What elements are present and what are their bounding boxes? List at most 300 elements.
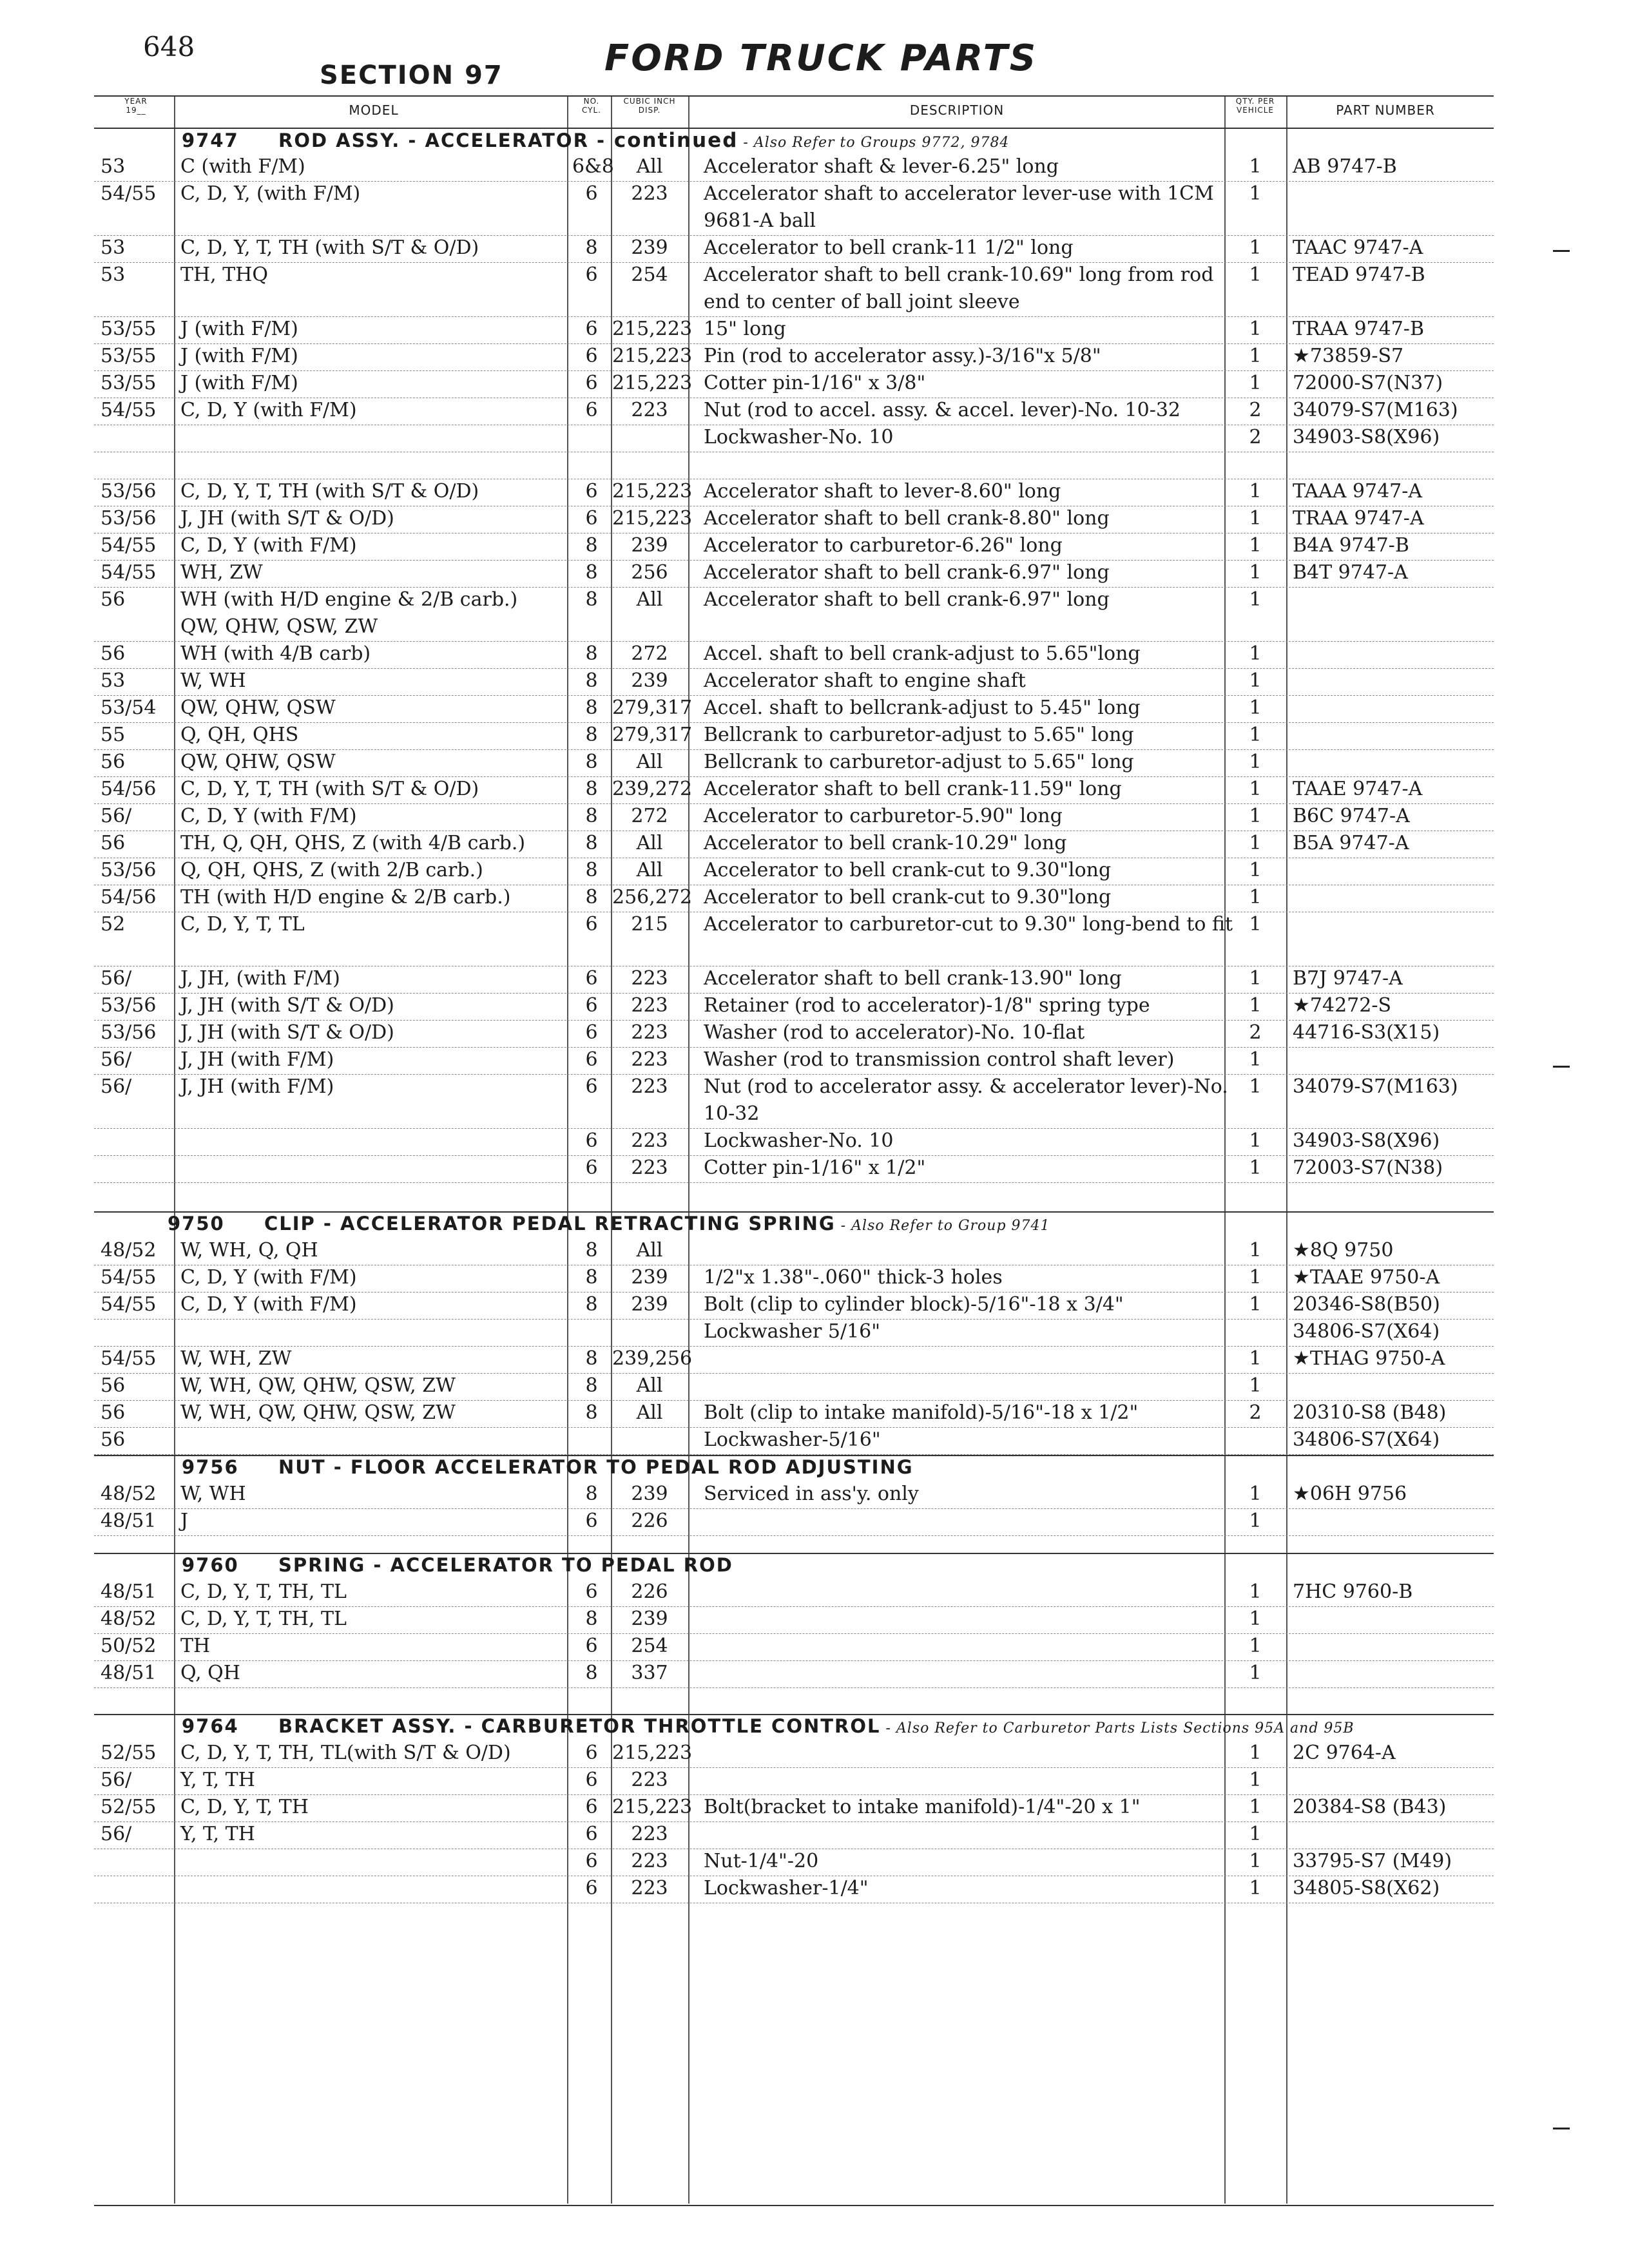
cell-cyl: 6 (585, 318, 598, 340)
group-number: 9764 (182, 1715, 239, 1737)
cell-qty: 2 (1249, 1021, 1262, 1044)
cell-cyl: 8 (585, 859, 598, 881)
table-row (0, 532, 1629, 559)
table-row (0, 722, 1629, 749)
cell-part: ★73859-S7 (1293, 345, 1404, 367)
cell-part: TEAD 9747-B (1293, 264, 1425, 286)
cell-cyl: 8 (585, 642, 598, 665)
cell-disp: 223 (631, 1021, 668, 1044)
cell-cyl: 6&8 (572, 155, 614, 178)
group-rule (94, 1714, 1494, 1715)
table-row (0, 1046, 1629, 1073)
cell-cyl: 8 (585, 534, 598, 557)
cell-desc: Bolt (clip to cylinder block)-5/16"-18 x 3/4" (704, 1293, 1124, 1316)
cell-cyl: 8 (585, 1266, 598, 1289)
cell-year: 56/ (101, 1048, 132, 1071)
cell-part: 2C 9764-A (1293, 1742, 1396, 1764)
cell-qty: 1 (1249, 182, 1262, 205)
cell-cyl: 6 (585, 1635, 598, 1657)
table-row (0, 1237, 1629, 1264)
table-row (0, 1318, 1629, 1345)
cell-disp: 215,223 (612, 1742, 693, 1764)
table-row (0, 1128, 1629, 1155)
group-number: 9756 (182, 1456, 239, 1478)
cell-cyl: 8 (585, 1239, 598, 1262)
cell-part: ★06H 9756 (1293, 1483, 1407, 1505)
cell-desc: Accelerator shaft to accelerator lever-use with 1CM 9681-A ball (704, 182, 1214, 232)
cell-model: J, JH (with S/T & O/D) (180, 1021, 394, 1044)
cell-part: 20310-S8 (B48) (1293, 1401, 1447, 1424)
cell-cyl: 6 (585, 994, 598, 1017)
cell-cyl: 8 (585, 886, 598, 908)
cell-desc: Accelerator shaft to bell crank-13.90" long (704, 967, 1122, 990)
cell-model: W, WH, QW, QHW, QSW, ZW (180, 1401, 456, 1424)
table-row (0, 1821, 1629, 1848)
cell-model: TH (with H/D engine & 2/B carb.) (180, 886, 511, 908)
cell-qty: 1 (1249, 1157, 1262, 1179)
cell-qty: 1 (1249, 1347, 1262, 1370)
cell-year: 53/54 (101, 697, 157, 719)
group-rule (94, 1455, 1494, 1456)
cell-disp: All (636, 155, 663, 178)
table-row (0, 1073, 1629, 1128)
cell-desc: Accelerator shaft & lever-6.25" long (704, 155, 1059, 178)
cell-part: B6C 9747-A (1293, 805, 1410, 827)
cell-cyl: 6 (585, 1021, 598, 1044)
cell-desc: 15" long (704, 318, 786, 340)
cell-qty: 1 (1249, 751, 1262, 773)
table-row (0, 1633, 1629, 1660)
cell-part: AB 9747-B (1293, 155, 1397, 178)
table-row (0, 235, 1629, 262)
cell-cyl: 6 (585, 1823, 598, 1845)
margin-mark (1553, 250, 1570, 252)
cell-year: 50/52 (101, 1635, 157, 1657)
cell-cyl: 8 (585, 805, 598, 827)
cell-disp: 215,223 (612, 507, 693, 530)
cell-model: J, JH (with S/T & O/D) (180, 507, 394, 530)
cell-cyl: 6 (585, 507, 598, 530)
cell-desc: Washer (rod to transmission control shaft lever) (704, 1048, 1175, 1071)
cell-disp: All (636, 1239, 663, 1262)
table-row (0, 695, 1629, 722)
cell-part: 72000-S7(N37) (1293, 372, 1443, 394)
cell-model: QW, QHW, QSW (180, 697, 336, 719)
cell-qty: 1 (1249, 1239, 1262, 1262)
cell-cyl: 6 (585, 182, 598, 205)
cell-desc: Lockwasher-No. 10 (704, 1129, 894, 1152)
cell-qty: 1 (1249, 1510, 1262, 1532)
cell-year: 54/56 (101, 778, 157, 800)
group-reference-note: - Also Refer to Carburetor Parts Lists Sections 95A and 95B (880, 1720, 1354, 1736)
cell-year: 53 (101, 264, 126, 286)
table-row (0, 640, 1629, 668)
cell-model: C, D, Y, T, TL (180, 913, 305, 936)
cell-qty: 1 (1249, 1742, 1262, 1764)
cell-year: 53/56 (101, 507, 157, 530)
cell-model: QW, QHW, QSW (180, 751, 336, 773)
cell-model: W, WH (180, 1483, 246, 1505)
table-row (0, 586, 1629, 640)
table-row (0, 992, 1629, 1019)
cell-year: 54/56 (101, 886, 157, 908)
cell-disp: 215,223 (612, 318, 693, 340)
cell-disp: 226 (631, 1510, 668, 1532)
cell-disp: All (636, 832, 663, 854)
cell-qty: 1 (1249, 1662, 1262, 1684)
cell-desc: Accelerator shaft to bell crank-8.80" long (704, 507, 1110, 530)
cell-desc: Accelerator shaft to engine shaft (704, 669, 1026, 692)
cell-part: TAAA 9747-A (1293, 480, 1423, 503)
cell-cyl: 8 (585, 1608, 598, 1630)
table-row (0, 965, 1629, 992)
cell-year: 55 (101, 724, 126, 746)
cell-year: 54/55 (101, 1266, 157, 1289)
cell-model: C, D, Y (with F/M) (180, 534, 357, 557)
cell-desc: Washer (rod to accelerator)-No. 10-flat (704, 1021, 1085, 1044)
cell-cyl: 8 (585, 1662, 598, 1684)
cell-desc: Cotter pin-1/16" x 1/2" (704, 1157, 926, 1179)
row-rule (94, 1687, 1494, 1688)
cell-desc: Accelerator to bell crank-10.29" long (704, 832, 1067, 854)
table-row (0, 749, 1629, 776)
cell-year: 53/56 (101, 859, 157, 881)
cell-desc: Bellcrank to carburetor-adjust to 5.65" long (704, 724, 1134, 746)
cell-part: 34806-S7(X64) (1293, 1320, 1440, 1343)
cell-qty: 1 (1249, 1635, 1262, 1657)
cell-disp: 223 (631, 1850, 668, 1872)
cell-desc: Nut (rod to accel. assy. & accel. lever)-No. 10-32 (704, 399, 1181, 421)
cell-year: 53/56 (101, 994, 157, 1017)
cell-model: J (with F/M) (180, 318, 298, 340)
cell-part: TAAE 9747-A (1293, 778, 1423, 800)
cell-cyl: 6 (585, 1796, 598, 1818)
cell-model: Y, T, TH (180, 1823, 255, 1845)
cell-year: 48/51 (101, 1581, 157, 1603)
table-row (0, 1291, 1629, 1318)
header-description: DESCRIPTION (909, 102, 1005, 118)
group-rule (94, 1211, 1494, 1213)
cell-part: B5A 9747-A (1293, 832, 1409, 854)
cell-disp: 337 (631, 1662, 668, 1684)
cell-disp: 223 (631, 399, 668, 421)
table-row (0, 1794, 1629, 1821)
cell-model: WH, ZW (180, 561, 263, 584)
table-row (0, 1508, 1629, 1535)
cell-model: W, WH, QW, QHW, QSW, ZW (180, 1374, 456, 1397)
cell-model: C, D, Y (with F/M) (180, 805, 357, 827)
cell-desc: 1/2"x 1.38"-.060" thick-3 holes (704, 1266, 1003, 1289)
cell-desc: Retainer (rod to accelerator)-1/8" spring type (704, 994, 1150, 1017)
cell-desc: Accelerator to bell crank-cut to 9.30"long (704, 859, 1112, 881)
cell-model: C, D, Y, (with F/M) (180, 182, 361, 205)
table-row (0, 1606, 1629, 1633)
group-number: 9750 (168, 1213, 225, 1235)
cell-cyl: 8 (585, 751, 598, 773)
cell-desc: Lockwasher-5/16" (704, 1428, 881, 1451)
table-row (0, 343, 1629, 370)
cell-model: C, D, Y, T, TH, TL (180, 1581, 347, 1603)
cell-qty: 1 (1249, 832, 1262, 854)
cell-disp: All (636, 751, 663, 773)
cell-model: Q, QH (180, 1662, 240, 1684)
cell-cyl: 6 (585, 1742, 598, 1764)
group-heading (182, 1715, 1354, 1737)
cell-desc: Accelerator shaft to bell crank-11.59" long (704, 778, 1122, 800)
cell-model: J (with F/M) (180, 345, 298, 367)
table-row (0, 1848, 1629, 1875)
cell-cyl: 6 (585, 1581, 598, 1603)
group-name: BRACKET ASSY. - CARBURETOR THROTTLE CONTROL (278, 1715, 881, 1737)
cell-desc: Bolt (clip to intake manifold)-5/16"-18 x 1/2" (704, 1401, 1139, 1424)
cell-part: 7HC 9760-B (1293, 1581, 1413, 1603)
table-row (0, 857, 1629, 884)
cell-year: 56 (101, 1374, 126, 1397)
cell-part: TRAA 9747-A (1293, 507, 1424, 530)
cell-disp: 254 (631, 264, 668, 286)
cell-cyl: 8 (585, 697, 598, 719)
cell-desc: Accelerator shaft to bell crank-6.97" long (704, 588, 1110, 611)
cell-year: 48/52 (101, 1239, 157, 1262)
cell-model: J, JH (with F/M) (180, 1048, 334, 1071)
cell-part: B4T 9747-A (1293, 561, 1408, 584)
group-heading (182, 1456, 914, 1478)
cell-model: W, WH (180, 669, 246, 692)
cell-cyl: 6 (585, 480, 598, 503)
cell-desc: Accelerator to bell crank-cut to 9.30"long (704, 886, 1112, 908)
cell-disp: 272 (631, 805, 668, 827)
cell-cyl: 6 (585, 399, 598, 421)
cell-model: C (with F/M) (180, 155, 305, 178)
cell-year: 52 (101, 913, 126, 936)
table-row (0, 180, 1629, 235)
group-heading (168, 1213, 1050, 1235)
table-row (0, 559, 1629, 586)
page-number: 648 (143, 31, 195, 62)
cell-year: 56/ (101, 1823, 132, 1845)
cell-part: 33795-S7 (M49) (1293, 1850, 1452, 1872)
cell-disp: All (636, 1374, 663, 1397)
group-name: SPRING - ACCELERATOR TO PEDAL ROD (278, 1554, 733, 1576)
cell-model: J (with F/M) (180, 372, 298, 394)
cell-model: WH (with 4/B carb) (180, 642, 371, 665)
header-part-number: PART NUMBER (1336, 102, 1435, 118)
cell-disp: 254 (631, 1635, 668, 1657)
cell-qty: 1 (1249, 264, 1262, 286)
table-row (0, 478, 1629, 505)
cell-desc: Lockwasher 5/16" (704, 1320, 881, 1343)
cell-year: 56/ (101, 967, 132, 990)
cell-qty: 1 (1249, 1769, 1262, 1791)
table-row (0, 370, 1629, 397)
cell-cyl: 6 (585, 1510, 598, 1532)
section-label: SECTION 97 (320, 61, 503, 90)
cell-cyl: 6 (585, 1850, 598, 1872)
cell-desc: Accelerator shaft to lever-8.60" long (704, 480, 1061, 503)
cell-cyl: 8 (585, 561, 598, 584)
cell-disp: 223 (631, 1877, 668, 1899)
cell-cyl: 6 (585, 345, 598, 367)
cell-year: 56/ (101, 805, 132, 827)
table-row (0, 451, 1629, 478)
group-reference-note: - Also Refer to Group 9741 (835, 1218, 1050, 1234)
cell-disp: 215 (631, 913, 668, 936)
cell-disp: 215,223 (612, 1796, 693, 1818)
cell-model: C, D, Y (with F/M) (180, 1293, 357, 1316)
cell-qty: 2 (1249, 426, 1262, 448)
cell-qty: 1 (1249, 318, 1262, 340)
table-row (0, 1399, 1629, 1427)
group-name: NUT - FLOOR ACCELERATOR TO PEDAL ROD ADJUSTING (278, 1456, 914, 1478)
table-row (0, 1767, 1629, 1794)
cell-cyl: 8 (585, 669, 598, 692)
table-row (0, 1019, 1629, 1046)
cell-part: 34805-S8(X62) (1293, 1877, 1440, 1899)
group-number: 9760 (182, 1554, 239, 1576)
cell-part: 34903-S8(X96) (1293, 1129, 1440, 1152)
table-row (0, 1372, 1629, 1399)
table-row (0, 1264, 1629, 1291)
cell-qty: 1 (1249, 1483, 1262, 1505)
cell-cyl: 8 (585, 1293, 598, 1316)
cell-disp: 239 (631, 534, 668, 557)
table-row (0, 1579, 1629, 1606)
cell-cyl: 8 (585, 588, 598, 611)
cell-qty: 1 (1249, 669, 1262, 692)
cell-disp: 256,272 (612, 886, 693, 908)
table-row (0, 776, 1629, 803)
cell-year: 56 (101, 1401, 126, 1424)
cell-cyl: 8 (585, 832, 598, 854)
cell-year: 56/ (101, 1075, 132, 1098)
cell-model: C, D, Y (with F/M) (180, 399, 357, 421)
cell-qty: 1 (1249, 1796, 1262, 1818)
cell-year: 53 (101, 236, 126, 259)
cell-model: C, D, Y, T, TH (180, 1796, 309, 1818)
cell-qty: 1 (1249, 697, 1262, 719)
cell-disp: All (636, 1401, 663, 1424)
group-name: ROD ASSY. - ACCELERATOR - (278, 130, 606, 151)
cell-model: C, D, Y, T, TH (with S/T & O/D) (180, 480, 479, 503)
cell-model: W, WH, Q, QH (180, 1239, 318, 1262)
cell-year: 54/55 (101, 182, 157, 205)
group-rule (94, 128, 1494, 129)
cell-model: WH (with H/D engine & 2/B carb.) QW, QHW, QSW, ZW (180, 588, 518, 638)
cell-qty: 1 (1249, 507, 1262, 530)
cell-qty: 1 (1249, 1850, 1262, 1872)
header-year: YEAR 19__ (124, 97, 148, 115)
cell-part: TRAA 9747-B (1293, 318, 1424, 340)
table-row (0, 1427, 1629, 1454)
cell-qty: 1 (1249, 1877, 1262, 1899)
cell-disp: All (636, 588, 663, 611)
cell-qty: 1 (1249, 345, 1262, 367)
cell-desc: Lockwasher-1/4" (704, 1877, 869, 1899)
cell-model: TH, Q, QH, QHS, Z (with 4/B carb.) (180, 832, 526, 854)
cell-qty: 1 (1249, 155, 1262, 178)
cell-desc: Accelerator to carburetor-cut to 9.30" long-bend to fit (704, 913, 1233, 936)
cell-year: 48/51 (101, 1662, 157, 1684)
cell-model: J, JH, (with F/M) (180, 967, 340, 990)
cell-cyl: 6 (585, 1048, 598, 1071)
cell-year: 48/52 (101, 1608, 157, 1630)
cell-desc: Accelerator shaft to bell crank-10.69" long from rod end to center of ball joint sleeve (704, 264, 1214, 313)
cell-part: 34903-S8(X96) (1293, 426, 1440, 448)
cell-disp: 279,317 (612, 724, 693, 746)
cell-part: 34806-S7(X64) (1293, 1428, 1440, 1451)
group-rule (94, 1553, 1494, 1554)
cell-cyl: 6 (585, 372, 598, 394)
group-number: 9747 (182, 130, 239, 151)
cell-disp: 215,223 (612, 480, 693, 503)
group-reference-note: - Also Refer to Groups 9772, 9784 (738, 135, 1010, 151)
cell-model: TH (180, 1635, 211, 1657)
cell-cyl: 8 (585, 236, 598, 259)
cell-part: 34079-S7(M163) (1293, 1075, 1458, 1098)
cell-qty: 1 (1249, 913, 1262, 936)
cell-cyl: 8 (585, 1374, 598, 1397)
header-model: MODEL (349, 102, 399, 118)
cell-model: C, D, Y, T, TH (with S/T & O/D) (180, 778, 479, 800)
cell-qty: 1 (1249, 372, 1262, 394)
cell-disp: 226 (631, 1581, 668, 1603)
cell-year: 54/55 (101, 561, 157, 584)
cell-year: 54/55 (101, 1293, 157, 1316)
cell-part: 20384-S8 (B43) (1293, 1796, 1447, 1818)
cell-qty: 1 (1249, 805, 1262, 827)
cell-qty: 2 (1249, 1401, 1262, 1424)
cell-cyl: 6 (585, 1129, 598, 1152)
cell-desc: Accel. shaft to bellcrank-adjust to 5.45" long (704, 697, 1141, 719)
table-row (0, 505, 1629, 532)
group-heading (182, 129, 1009, 152)
cell-model: W, WH, ZW (180, 1347, 292, 1370)
cell-disp: 239 (631, 1608, 668, 1630)
cell-qty: 1 (1249, 534, 1262, 557)
cell-year: 48/51 (101, 1510, 157, 1532)
cell-disp: 223 (631, 1075, 668, 1098)
row-rule (94, 1535, 1494, 1536)
cell-desc: Accelerator to carburetor-5.90" long (704, 805, 1063, 827)
cell-disp: All (636, 859, 663, 881)
cell-model: C, D, Y, T, TH, TL(with S/T & O/D) (180, 1742, 511, 1764)
table-row (0, 1481, 1629, 1508)
cell-disp: 239 (631, 1266, 668, 1289)
cell-cyl: 8 (585, 778, 598, 800)
group-name: CLIP - ACCELERATOR PEDAL RETRACTING SPRING (264, 1213, 836, 1235)
cell-desc: Bellcrank to carburetor-adjust to 5.65" long (704, 751, 1134, 773)
cell-desc: Serviced in ass'y. only (704, 1483, 919, 1505)
cell-qty: 1 (1249, 1266, 1262, 1289)
cell-part: 34079-S7(M163) (1293, 399, 1458, 421)
header-cyl: NO. CYL. (582, 97, 601, 115)
margin-mark (1553, 1066, 1570, 1068)
cell-model: C, D, Y, T, TH (with S/T & O/D) (180, 236, 479, 259)
margin-mark (1553, 2128, 1570, 2129)
cell-qty: 1 (1249, 1293, 1262, 1316)
cell-year: 56 (101, 751, 126, 773)
cell-part: TAAC 9747-A (1293, 236, 1423, 259)
cell-year: 48/52 (101, 1483, 157, 1505)
cell-cyl: 6 (585, 1769, 598, 1791)
group-heading (182, 1554, 733, 1576)
cell-qty: 1 (1249, 1129, 1262, 1152)
cell-qty: 1 (1249, 642, 1262, 665)
cell-qty: 1 (1249, 1374, 1262, 1397)
table-bottom-rule (94, 2205, 1494, 2206)
cell-desc: Accelerator shaft to bell crank-6.97" long (704, 561, 1110, 584)
cell-year: 56 (101, 1428, 126, 1451)
